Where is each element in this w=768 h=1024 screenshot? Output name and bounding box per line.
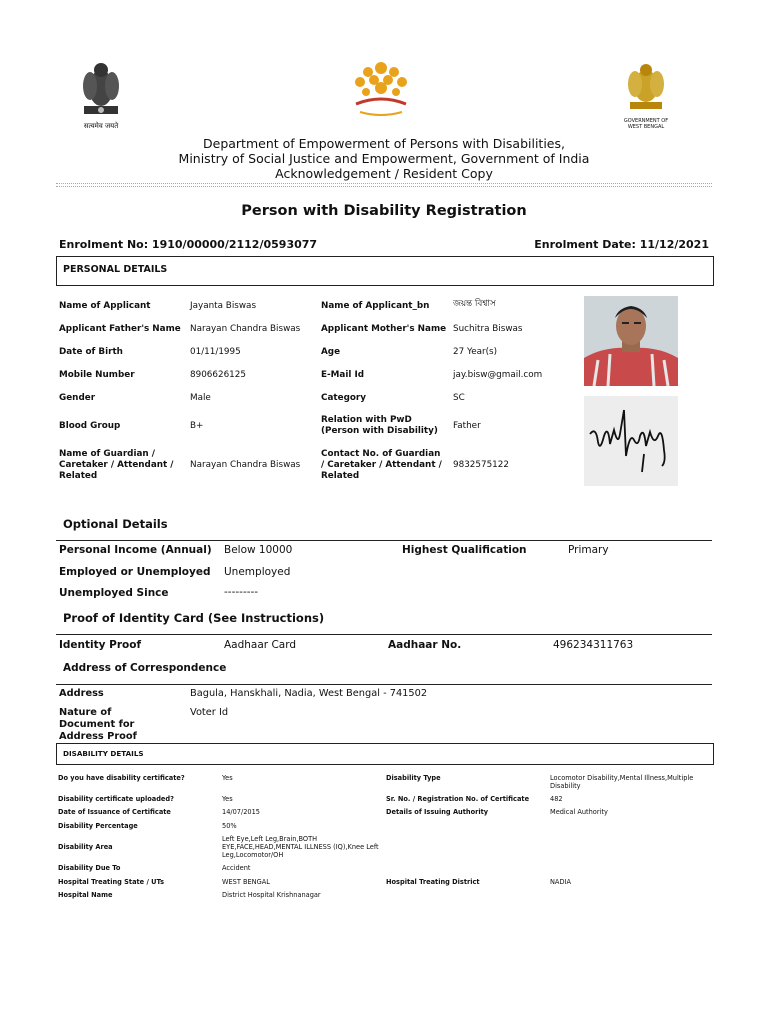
value-address: Bagula, Hanskhali, Nadia, West Bengal - 741502 (190, 688, 428, 699)
label-mother-name: Applicant Mother's Name (321, 324, 447, 334)
label-registration-number: Sr. No. / Registration No. of Certificate (386, 795, 530, 803)
value-employed: Unemployed (224, 566, 291, 578)
label-name-of-applicant: Name of Applicant (59, 301, 151, 311)
header-divider (56, 183, 712, 184)
value-email: jay.bisw@gmail.com (453, 370, 543, 380)
label-disability-type: Disability Type (386, 774, 441, 782)
value-issuance-date: 14/07/2015 (222, 808, 261, 816)
page-title: Person with Disability Registration (241, 203, 527, 219)
value-disability-due-to: Accident (222, 864, 251, 872)
personal-details-header (56, 256, 714, 286)
enrolment-date: Enrolment Date: 11/12/2021 (534, 238, 709, 251)
optional-details-rule (56, 540, 712, 541)
value-disability-percentage: 50% (222, 822, 237, 830)
label-gender: Gender (59, 393, 96, 403)
label-disability-area: Disability Area (58, 843, 113, 851)
label-dob: Date of Birth (59, 347, 123, 357)
applicant-signature (584, 396, 678, 486)
label-personal-income: Personal Income (Annual) (59, 544, 212, 556)
header-line-2: Ministry of Social Justice and Empowerment, Government of India (178, 151, 590, 166)
india-emblem-icon (76, 58, 126, 132)
label-disability-due-to: Disability Due To (58, 864, 121, 872)
label-highest-qualification: Highest Qualification (402, 544, 527, 556)
emblem-caption-right-line2: WEST BENGAL (627, 124, 665, 130)
label-guardian-name: Name of Guardian / Caretaker / Attendant / Related (59, 449, 174, 481)
personal-details-heading: PERSONAL DETAILS (63, 264, 168, 275)
value-unemployed-since: --------- (224, 586, 259, 598)
west-bengal-logo-icon (346, 58, 416, 122)
value-highest-qualification: Primary (568, 544, 609, 556)
address-heading: Address of Correspondence (63, 662, 227, 674)
value-gender: Male (190, 393, 211, 403)
value-mother-name: Suchitra Biswas (453, 324, 523, 334)
label-disability-certificate: Do you have disability certificate? (58, 774, 185, 782)
value-dob: 01/11/1995 (190, 347, 241, 357)
label-mobile: Mobile Number (59, 370, 135, 380)
address-rule (56, 684, 712, 685)
enrolment-number: Enrolment No: 1910/00000/2112/0593077 (59, 238, 318, 251)
label-issuance-date: Date of Issuance of Certificate (58, 808, 171, 816)
emblem-caption-right (616, 118, 676, 130)
value-registration-number: 482 (550, 795, 563, 803)
label-relation-pwd: Relation with PwD (Person with Disability) (321, 415, 438, 436)
label-certificate-uploaded: Disability certificate uploaded? (58, 795, 174, 803)
disability-details-header (56, 743, 714, 765)
value-hospital-name: District Hospital Krishnanagar (222, 891, 321, 899)
disability-details-heading: DISABILITY DETAILS (63, 749, 144, 758)
emblem-caption-left: सत्यमेव जयते (83, 122, 119, 130)
value-disability-area: Left Eye,Left Leg,Brain,BOTH EYE,FACE,HEAD,MENTAL ILLNESS (IQ),Knee Left Leg,Locomotor/OH (222, 835, 379, 859)
header-line-3: Acknowledgement / Resident Copy (275, 166, 493, 181)
header-divider-2 (56, 186, 712, 187)
value-personal-income: Below 10000 (224, 544, 293, 556)
value-blood-group: B+ (190, 421, 204, 431)
label-category: Category (321, 393, 366, 403)
value-name-of-applicant: Jayanta Biswas (190, 301, 257, 311)
label-employed: Employed or Unemployed (59, 566, 211, 578)
label-email: E-Mail Id (321, 370, 365, 380)
label-unemployed-since: Unemployed Since (59, 587, 169, 599)
value-age: 27 Year(s) (453, 347, 498, 357)
label-address-doc: Nature of Document for Address Proof (59, 707, 137, 742)
value-father-name: Narayan Chandra Biswas (190, 324, 301, 334)
label-guardian-contact: Contact No. of Guardian / Caretaker / Attendant / Related (321, 449, 442, 481)
value-aadhaar: 496234311763 (553, 639, 634, 651)
label-name-bn: Name of Applicant_bn (321, 301, 430, 311)
identity-heading: Proof of Identity Card (See Instructions) (63, 611, 325, 625)
value-relation-pwd: Father (453, 421, 481, 431)
value-hospital-district: NADIA (550, 878, 571, 886)
value-hospital-state: WEST BENGAL (222, 878, 270, 886)
value-guardian-contact: 9832575122 (453, 460, 509, 470)
identity-rule (56, 634, 712, 635)
label-disability-percentage: Disability Percentage (58, 822, 138, 830)
value-issuing-authority: Medical Authority (550, 808, 608, 816)
label-issuing-authority: Details of Issuing Authority (386, 808, 489, 816)
applicant-photo (584, 296, 678, 386)
emblem-caption-right-line1: GOVERNMENT OF (623, 118, 669, 124)
value-mobile: 8906626125 (190, 370, 246, 380)
label-father-name: Applicant Father's Name (59, 324, 181, 334)
label-aadhaar: Aadhaar No. (388, 639, 462, 651)
label-hospital-district: Hospital Treating District (386, 878, 480, 886)
optional-details-heading: Optional Details (63, 517, 168, 531)
value-certificate-uploaded: Yes (222, 795, 233, 803)
value-guardian-name: Narayan Chandra Biswas (190, 460, 301, 470)
label-hospital-name: Hospital Name (58, 891, 113, 899)
value-disability-type: Locomotor Disability,Mental Illness,Multiple Disability (550, 774, 694, 790)
label-blood-group: Blood Group (59, 421, 121, 431)
value-address-doc: Voter Id (190, 707, 229, 718)
value-identity-proof: Aadhaar Card (224, 639, 297, 651)
label-address: Address (59, 688, 104, 699)
value-disability-certificate: Yes (222, 774, 233, 782)
value-name-bn: জয়ন্ত বিশ্বাস (453, 299, 496, 309)
label-identity-proof: Identity Proof (59, 639, 142, 651)
value-category: SC (453, 393, 465, 403)
label-age: Age (321, 347, 341, 357)
label-hospital-state: Hospital Treating State / UTs (58, 878, 165, 886)
header-line-1: Department of Empowerment of Persons with Disabilities, (203, 136, 565, 151)
